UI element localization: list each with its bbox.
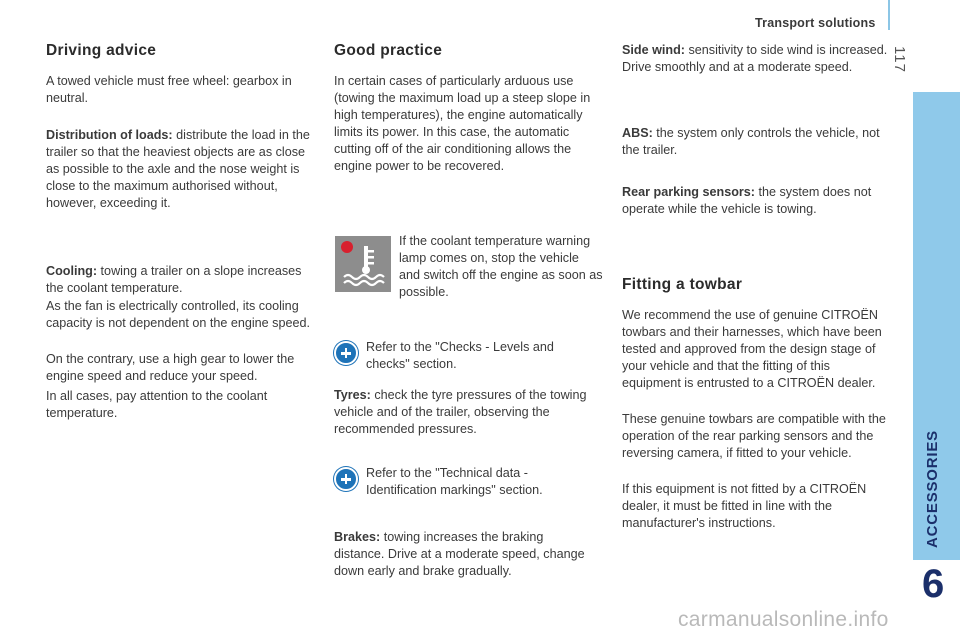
body-tyres: check the tyre pressures of the towing vehicle and of the trailer, observing the recommended pressures. <box>334 388 587 436</box>
chapter-tab-label-container <box>921 423 945 548</box>
body-rear-parking-sensors: the system does not operate while the vehicle is towing. <box>622 185 872 216</box>
heading-good-practice: Good practice <box>334 42 443 59</box>
label-abs: ABS: <box>622 126 653 140</box>
column-good-practice <box>334 42 604 59</box>
paragraph-high-gear: On the contrary, use a high gear to lower the engine speed and reduce your speed. <box>46 352 295 383</box>
text-towbar-recommendation <box>622 307 892 392</box>
paragraph-towbar-fitting: If this equipment is not fitted by a CITROËN dealer, it must be fitted in line with the manufacturer's instructions. <box>622 482 867 530</box>
body-side-wind: sensitivity to side wind is increased. Drive smoothly and at a moderate speed. <box>622 43 888 74</box>
text-distribution-of-loads <box>46 127 318 212</box>
column-driving-advice <box>46 42 318 59</box>
body-distribution-of-loads: distribute the load in the trailer so that the heaviest objects are as close as possible to the axle and the nose weight is close to the maximum authorised without, however, exceeding it. <box>46 128 310 210</box>
paragraph-side-wind <box>622 42 894 76</box>
text-tyres <box>334 387 596 438</box>
label-side-wind: Side wind: <box>622 43 685 57</box>
label-tyres: Tyres: <box>334 388 371 402</box>
section-header-title: Transport solutions <box>755 16 876 30</box>
text-high-gear <box>46 351 318 385</box>
text-free-wheel <box>46 73 318 107</box>
page-number: 117 <box>891 46 908 73</box>
text-abs <box>622 125 894 159</box>
text-attention <box>46 388 318 422</box>
text-rear-parking-sensors <box>622 184 894 218</box>
paragraph-free-wheel: A towed vehicle must free wheel: gearbox in neutral. <box>46 74 292 105</box>
label-brakes: Brakes: <box>334 530 381 544</box>
text-side-wind <box>622 42 894 76</box>
paragraph-attention: In all cases, pay attention to the coolant temperature. <box>46 389 268 420</box>
paragraph-cooling <box>46 263 318 297</box>
column-fitting-towbar <box>622 276 894 293</box>
coolant-temperature-warning-icon <box>335 236 391 292</box>
heading-fitting-towbar: Fitting a towbar <box>622 276 743 293</box>
body-brakes: towing increases the braking distance. Drive at a moderate speed, change down early and brake gradually. <box>334 530 585 578</box>
text-reference-checks <box>366 339 586 373</box>
label-rear-parking-sensors: Rear parking sensors: <box>622 185 755 199</box>
body-cooling: towing a trailer on a slope increases the coolant temperature. <box>46 264 302 295</box>
coolant-temperature-icon-graphic <box>335 236 391 292</box>
paragraph-reference-checks: Refer to the "Checks - Levels and checks" section. <box>366 340 554 371</box>
info-plus-icon <box>334 341 358 365</box>
paragraph-rear-parking-sensors <box>622 184 894 218</box>
text-reference-technical-data <box>366 465 566 499</box>
chapter-tab-label: ACCESSORIES <box>924 430 941 548</box>
paragraph-coolant-warning: If the coolant temperature warning lamp comes on, stop the vehicle and switch off the engine as soon as possible. <box>399 234 603 299</box>
header-divider <box>888 0 890 30</box>
label-cooling: Cooling: <box>46 264 98 278</box>
chapter-number: 6 <box>922 562 945 606</box>
paragraph-good-practice-intro: In certain cases of particularly arduous use (towing the maximum load up a steep slope in high temperatures), the engine automatically limits its power. In this case, the automatic cutting off of the air conditioning allows the engine power to be recovered. <box>334 74 591 173</box>
paragraph-tyres <box>334 387 596 438</box>
heading-driving-advice: Driving advice <box>46 42 157 59</box>
paragraph-towbar-compatibility: These genuine towbars are compatible with the operation of the rear parking sensors and the reversing camera, if fitted to your vehicle. <box>622 412 886 460</box>
paragraph-fan: As the fan is electrically controlled, its cooling capacity is not dependent on the engine speed. <box>46 299 310 330</box>
text-fan <box>46 298 318 332</box>
text-towbar-fitting <box>622 481 892 532</box>
paragraph-towbar-recommendation: We recommend the use of genuine CITROËN towbars and their harnesses, which have been tested and approved from the design stage of your vehicle and that the fitting of this equipment is entrusted to a CITROËN dealer. <box>622 308 882 390</box>
text-good-practice-intro <box>334 73 596 175</box>
paragraph-reference-technical-data: Refer to the "Technical data - Identification markings" section. <box>366 466 543 497</box>
watermark: carmanualsonline.info <box>678 608 889 631</box>
body-abs: the system only controls the vehicle, not the trailer. <box>622 126 880 157</box>
text-brakes <box>334 529 596 580</box>
label-distribution-of-loads: Distribution of loads: <box>46 128 173 142</box>
paragraph-abs <box>622 125 894 159</box>
text-towbar-compatibility <box>622 411 892 462</box>
paragraph-brakes <box>334 529 596 580</box>
text-coolant-warning <box>399 233 603 301</box>
paragraph-distribution-of-loads <box>46 127 318 212</box>
info-plus-icon <box>334 467 358 491</box>
text-cooling <box>46 263 318 297</box>
